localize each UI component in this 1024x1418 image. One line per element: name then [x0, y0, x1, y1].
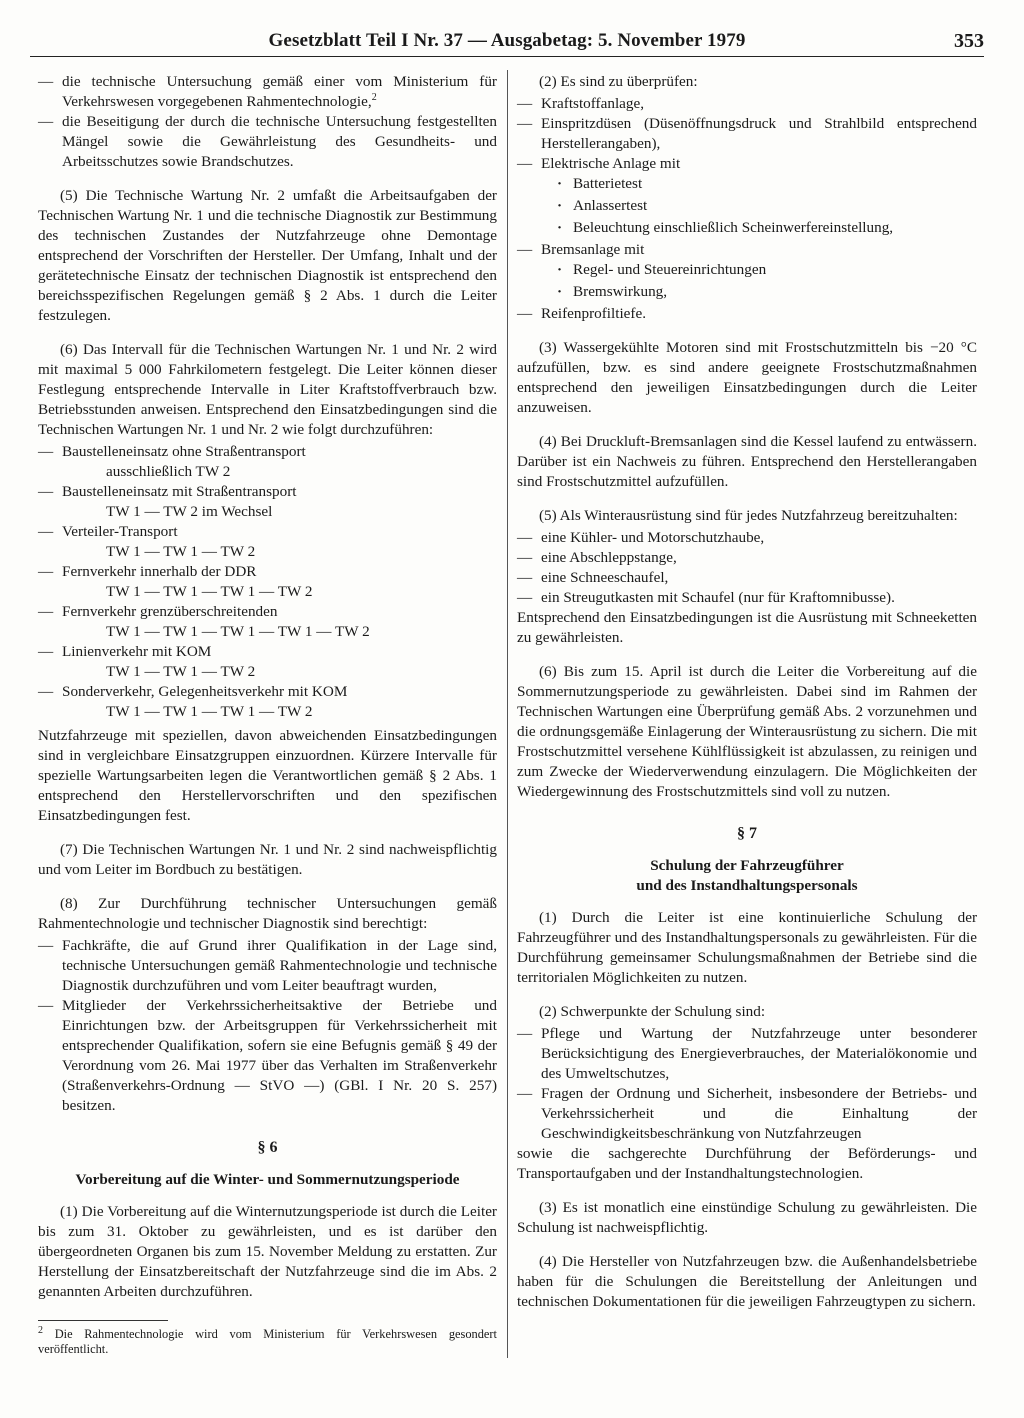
interval-label: — Baustelleneinsatz mit Straßentransport [38, 482, 497, 502]
section-7-paragraph-2b: sowie die sachgerechte Durchführung der Beförderungs- und Transportaufgaben und der Instandhaltungstechnologien. [517, 1145, 977, 1182]
section-7-paragraph-4: (4) Die Hersteller von Nutzfahrzeugen bzw. die Außenhandelsbetriebe haben für die Schulungen die Bereitstellung der Anleitungen und technischen Dokumentationen für die jeweiligen Fahrzeugtypen zu sichern. [517, 1253, 977, 1310]
left-column [38, 72, 497, 1357]
check-item: — Kraftstoffanlage, [517, 94, 977, 114]
dash-item: — die Beseitigung der durch die technische Untersuchung festgestellten Mängel sowie die Gewährleistung des Gesundheits- und Arbeitsschutzes sowie Brandschutzes. [38, 112, 497, 172]
footnote-mark: 2 [38, 1324, 43, 1336]
dash-item: — Fragen der Ordnung und Sicherheit, insbesondere der Betriebs- und Verkehrssicherheit und die Einhaltung der Geschwindigkeitsbeschränkung von Nutzfahrzeugen [517, 1084, 977, 1144]
paragraph-8: (8) Zur Durchführung technischer Untersuchungen gemäß Rahmentechnologie und technischer Diagnostik sind berechtigt: [38, 895, 497, 932]
section-6-paragraph-1: (1) Die Vorbereitung auf die Winternutzungsperiode ist durch die Leiter bis zum 31. Oktober zu gewährleisten, und es ist darüber den übergeordneten Organen bis zum 15. November Meldung zu erstatten. Zur Herstellung der Einsatzbereitschaft der Nutzfahrzeuge sind die im Abs. 2 genannten Arbeiten durchzuführen. [38, 1203, 497, 1300]
column-divider [507, 70, 508, 1358]
header-title: Gesetzblatt Teil I Nr. 37 — Ausgabetag: 5. November 1979 [268, 30, 746, 51]
page-header [30, 22, 984, 57]
paragraph-5: (5) Die Technische Wartung Nr. 2 umfaßt die Arbeitsaufgaben der Technischen Wartung Nr. 1 und die technische Diagnostik zur Bestimmung des technischen Zustandes der Nutzfahrzeuge ohne Demontage entsprechend der Vorschriften der Hersteller. Der Umfang, Inhalt und der gerätetechnische Einsatz der technischen Diagnostik ist entsprechend den bereichsspezifischen Regelungen gemäß § 2 Abs. 1 durch die Leiter festzulegen. [38, 187, 497, 324]
interval-label: — Sonderverkehr, Gelegenheitsverkehr mit KOM [38, 682, 497, 702]
paragraph-5: (5) Als Winterausrüstung sind für jedes Nutzfahrzeug bereitzuhalten: [539, 507, 958, 524]
dash-item: — Pflege und Wartung der Nutzfahrzeuge unter besonderer Berücksichtigung des Energieverbrauches, der Materialökonomie und des Umweltschutzes, [517, 1024, 977, 1084]
right-column [517, 72, 977, 1326]
paragraph-6: (6) Das Intervall für die Technischen Wartungen Nr. 1 und Nr. 2 wird mit maximal 5 000 Fahrkilometern festgelegt. Die Leiter können dieser Festlegung entsprechende Intervalle in Liter Kraftstoffverbrauch bzw. Betriebsstunden anweisen. Entsprechend den Einsatzbedingungen sind die Technischen Wartungen Nr. 1 und Nr. 2 wie folgt durchzuführen: [38, 341, 497, 438]
section-6-number: § 6 [257, 1139, 278, 1156]
interval-rule: TW 1 — TW 1 — TW 1 — TW 2 [106, 703, 313, 720]
check-item: — Reifenprofiltiefe. [517, 304, 977, 324]
winter-item: — eine Abschleppstange, [517, 548, 977, 568]
paragraph-5b: Entsprechend den Einsatzbedingungen ist die Ausrüstung mit Schneeketten zu gewährleisten. [517, 609, 977, 646]
sub-item: · Anlassertest [557, 196, 977, 216]
footnote-divider [38, 1320, 168, 1321]
dash-item: — Fachkräfte, die auf Grund ihrer Qualifikation in der Lage sind, technische Untersuchungen gemäß Rahmentechnologie und technische Diagnostik durchzuführen und vom Leiter beauftragt wurden, [38, 936, 497, 996]
paragraph-4: (4) Bei Druckluft-Bremsanlagen sind die Kessel laufend zu entwässern. Darüber ist ein Nachweis zu führen. Entsprechend den Herstellerangaben sind Frostschutzmittel aufzufüllen. [517, 433, 977, 490]
section-7-paragraph-1: (1) Durch die Leiter ist eine kontinuierliche Schulung der Fahrzeugführer und des Instandhaltungspersonals zu gewährleisten. Für die Durchführung gemeinsamer Schulungsmaßnahmen der Betriebe sind die territorialen Möglichkeiten zu nutzen. [517, 909, 977, 986]
sub-item: · Regel- und Steuereinrichtungen [557, 260, 977, 280]
paragraph-7: (7) Die Technischen Wartungen Nr. 1 und Nr. 2 sind nachweispflichtig und vom Leiter im Bordbuch zu bestätigen. [38, 841, 497, 878]
interval-rule: TW 1 — TW 1 — TW 1 — TW 1 — TW 2 [106, 623, 370, 640]
footnote: $^2$ Die Rahmentechnologie wird vom Ministerium für Verkehrswesen gesondert veröffentlicht. [38, 1324, 497, 1356]
sub-item: · Beleuchtung einschließlich Scheinwerfereinstellung, [557, 218, 977, 238]
section-7-paragraph-2: (2) Schwerpunkte der Schulung sind: [539, 1003, 766, 1020]
paragraph-6: (6) Bis zum 15. April ist durch die Leiter die Vorbereitung auf die Sommernutzungsperiode zu gewährleisten. Dabei sind im Rahmen der Technischen Wartungen eine Überprüfung gemäß Abs. 2 vorzunehmen und die ordnungsgemäße Einlagerung der Winterausrüstung zu sichern. Die mit Frostschutzmittel versehene Kühlflüssigkeit ist abzulassen, zu reinigen und zum Zwecke der Wiederverwendung einzulagern. Die Möglichkeiten der Wiedergewinnung des Frostschutzmittels sind voll zu nutzen. [517, 663, 977, 800]
interval-label: — Verteiler-Transport [38, 522, 497, 542]
paragraph-6b: Nutzfahrzeuge mit speziellen, davon abweichenden Einsatzbedingungen sind in vergleichbare Einsatzgruppen einzuordnen. Kürzere Intervalle für spezielle Wartungsarbeiten legen die Verantwortlichen gemäß § 2 Abs. 1 entsprechend den Herstellervorschriften und den spezifischen Einsatzbedingungen fest. [38, 727, 497, 824]
paragraph-2: (2) Es sind zu überprüfen: [539, 73, 698, 90]
dash-item: — die technische Untersuchung gemäß einer vom Ministerium für Verkehrswesen vorgegebenen Rahmentechnologie,$^2$ [38, 72, 497, 112]
sub-item: · Bremswirkung, [557, 282, 977, 302]
interval-rule: ausschließlich TW 2 [106, 463, 231, 480]
winter-item: — eine Schneeschaufel, [517, 568, 977, 588]
footnote-reference: 2 [371, 91, 377, 103]
winter-item: — eine Kühler- und Motorschutzhaube, [517, 528, 977, 548]
section-7-paragraph-3: (3) Es ist monatlich eine einstündige Schulung zu gewährleisten. Die Schulung ist nachweispflichtig. [517, 1199, 977, 1236]
interval-rule: TW 1 — TW 1 — TW 2 [106, 543, 256, 560]
interval-label: — Baustelleneinsatz ohne Straßentransport [38, 442, 497, 462]
check-item: — Elektrische Anlage mit [517, 154, 977, 174]
dash-item: — Mitglieder der Verkehrssicherheitsaktive der Betriebe und Einrichtungen bzw. der Arbeitsgruppen für Verkehrssicherheit mit entsprechender Qualifikation, sofern sie eine Befugnis gemäß § 49 der Verordnung vom 26. Mai 1977 über das Verhalten im Straßenverkehr (Straßenverkehrs-Ordnung — StVO —) (GBl. I Nr. 20 S. 257) besitzen. [38, 996, 497, 1116]
check-item: — Bremsanlage mit [517, 240, 977, 260]
paragraph-3: (3) Wassergekühlte Motoren sind mit Frostschutzmitteln bis −20 °C aufzufüllen, bzw. es sind andere geeignete Frostschutzmaßnahmen entsprechend den jeweiligen Einsatzbedingungen durch die Leiter anzuweisen. [517, 339, 977, 416]
section-7-title-line-2: und des Instandhaltungspersonals [636, 877, 858, 894]
interval-rule: TW 1 — TW 1 — TW 1 — TW 2 [106, 583, 313, 600]
page-number: 353 [954, 30, 984, 52]
check-item: — Einspritzdüsen (Düsenöffnungsdruck und Strahlbild entsprechend Herstellerangaben), [517, 114, 977, 154]
sub-item: · Batterietest [557, 174, 977, 194]
section-6-title: Vorbereitung auf die Winter- und Sommernutzungsperiode [75, 1171, 460, 1188]
winter-item: — ein Streugutkasten mit Schaufel (nur für Kraftomnibusse). [517, 588, 977, 608]
interval-label: — Linienverkehr mit KOM [38, 642, 497, 662]
interval-rule: TW 1 — TW 2 im Wechsel [106, 503, 273, 520]
interval-rule: TW 1 — TW 1 — TW 2 [106, 663, 256, 680]
interval-label: — Fernverkehr grenzüberschreitenden [38, 602, 497, 622]
section-7-title-line-1: Schulung der Fahrzeugführer [650, 857, 844, 874]
section-7-number: § 7 [737, 825, 757, 842]
interval-label: — Fernverkehr innerhalb der DDR [38, 562, 497, 582]
